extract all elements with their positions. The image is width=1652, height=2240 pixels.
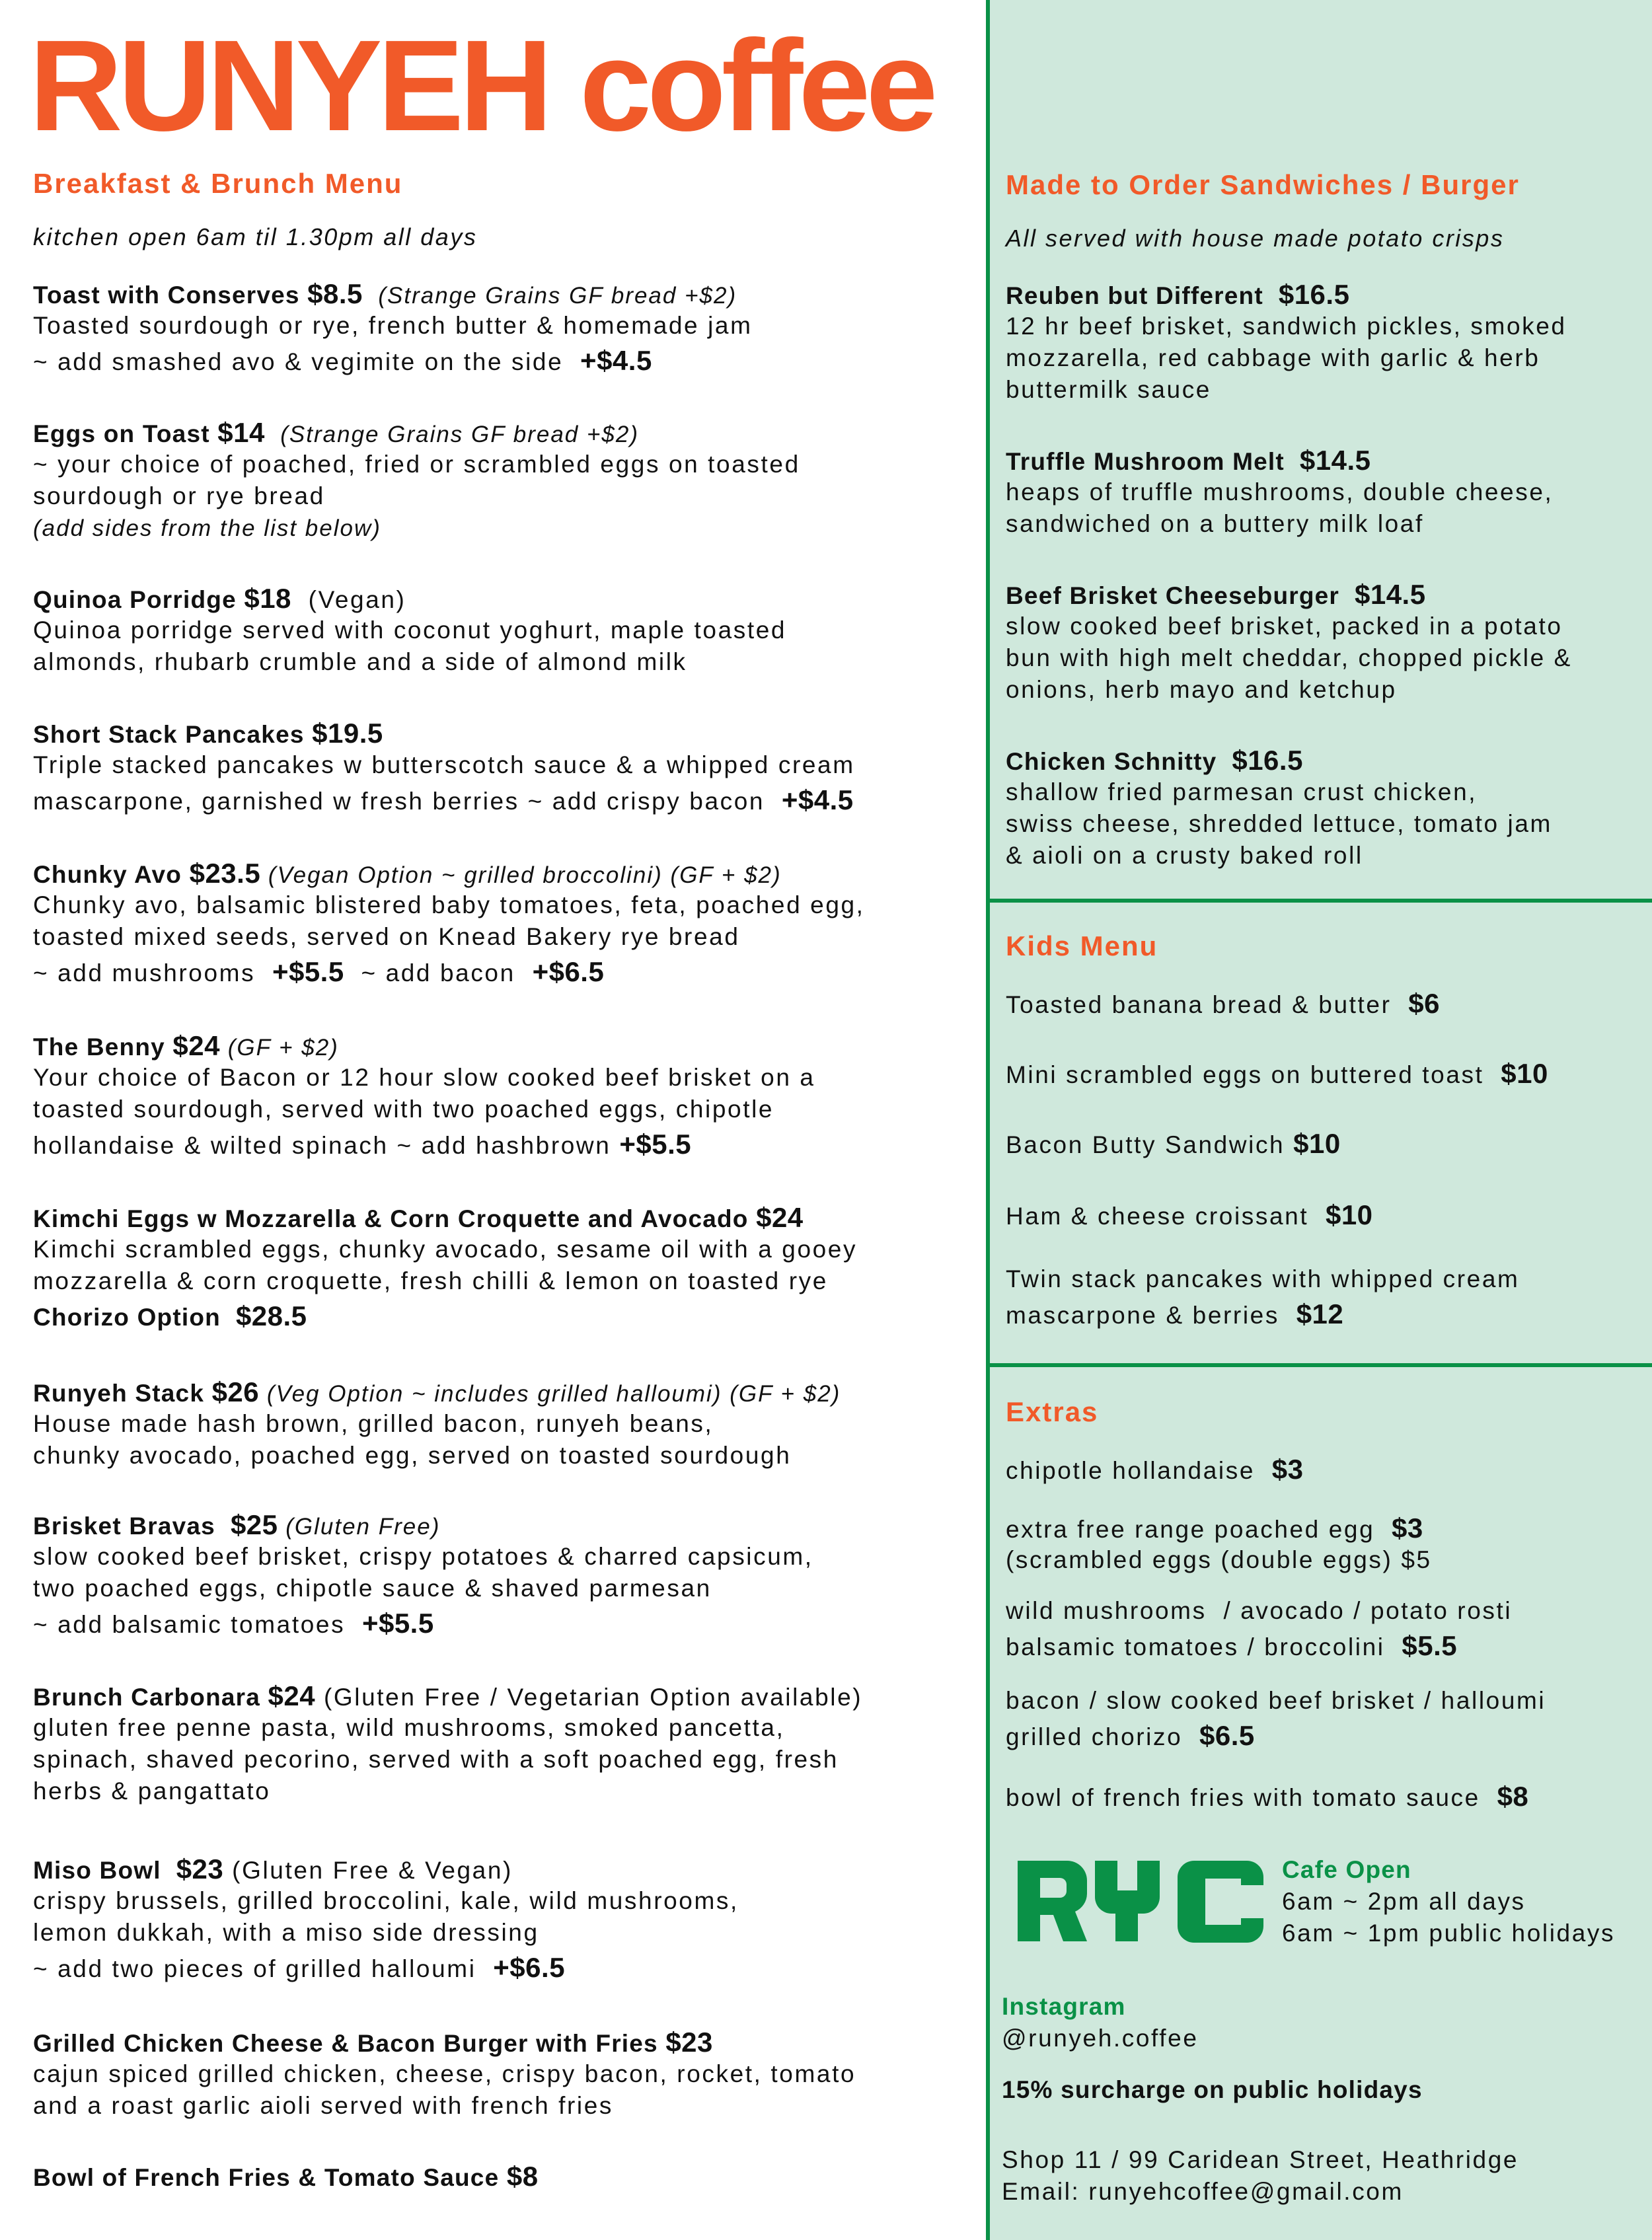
price: $28.5 — [235, 1300, 307, 1331]
item-line — [33, 1125, 815, 1162]
sandwiches-item — [1006, 279, 1567, 406]
price: $8 — [1497, 1781, 1529, 1812]
item-note: (Strange Grains GF bread +$2) — [362, 283, 737, 309]
breakfast-item — [33, 2027, 856, 2122]
item-name: Brisket Bravas — [33, 1512, 231, 1540]
item-title-line — [33, 1680, 862, 1712]
item-text: spinach, shaved pecorino, served with a soft poached egg, fresh — [33, 1746, 839, 1773]
item-text: cajun spiced grilled chicken, cheese, crispy bacon, rocket, tomato — [33, 2060, 856, 2087]
item-text: ~ add mushrooms — [33, 959, 272, 987]
item-text: buttermilk sauce — [1006, 376, 1211, 403]
item-title-line — [1002, 1991, 1199, 2023]
breakfast-item — [33, 1202, 857, 1334]
sandwiches-item — [1006, 445, 1553, 540]
price: $16.5 — [1232, 745, 1303, 776]
item-text: 6am ~ 2pm all days — [1282, 1888, 1526, 1915]
kids-item — [1006, 988, 1440, 1020]
breakfast-item — [33, 718, 855, 818]
item-text: toasted sourdough, served with two poached eggs, chipotle — [33, 1096, 774, 1123]
item-name: Chunky Avo — [33, 861, 190, 888]
breakfast-item — [33, 858, 865, 990]
item-line — [33, 1265, 857, 1297]
item-line — [33, 1234, 857, 1265]
price: $3 — [1271, 1454, 1304, 1485]
item-text: almonds, rhubarb crumble and a side of almond milk — [33, 648, 687, 675]
price: $24 — [268, 1680, 316, 1711]
item-title-line — [1006, 579, 1572, 611]
item-line — [33, 1573, 813, 1604]
item-line — [33, 1062, 815, 1094]
item-name: Eggs on Toast — [33, 420, 218, 447]
price: +$5.5 — [361, 1608, 434, 1639]
price: +$4.5 — [580, 345, 652, 376]
item-line — [33, 889, 865, 921]
item-line — [33, 1917, 739, 1949]
item-line — [33, 1885, 739, 1917]
item-text: (Vegan) — [291, 586, 406, 613]
item-text: crispy brussels, grilled broccolini, kale, wild mushrooms, — [33, 1887, 739, 1914]
item-text: ~ add smashed avo & vegimite on the side — [33, 348, 581, 375]
item-line — [33, 1297, 857, 1334]
extras-item — [1006, 1512, 1432, 1576]
item-name: Toast with Conserves — [33, 281, 308, 309]
breakfast-item — [33, 1509, 813, 1641]
item-name: Brunch Carbonara — [33, 1684, 268, 1711]
price: $14.5 — [1299, 445, 1371, 476]
item-text: two poached eggs, chipotle sauce & shaved parmesan — [33, 1575, 712, 1602]
item-title-line — [1006, 1128, 1341, 1160]
sandwiches-item — [1006, 579, 1572, 706]
item-line — [1006, 840, 1552, 872]
item-title-line — [33, 2161, 539, 2192]
item-text: sandwiched on a buttery milk loaf — [1006, 510, 1424, 537]
item-line — [1006, 674, 1572, 706]
item-line — [33, 2090, 856, 2122]
sandwiches-subtitle: All served with house made potato crisps — [1006, 225, 1505, 252]
divider — [986, 899, 1652, 903]
item-note: (GF + $2) — [220, 1035, 339, 1061]
item-text: grilled chorizo — [1006, 1723, 1200, 1750]
breakfast-item — [33, 278, 753, 379]
info-item — [1002, 2074, 1423, 2106]
price: $24 — [756, 1202, 804, 1233]
item-line — [1282, 1918, 1615, 1949]
item-line — [1002, 2176, 1519, 2208]
price: $19.5 — [312, 718, 383, 749]
item-text: mozzarella & corn croquette, fresh chilli & lemon on toasted rye — [33, 1267, 828, 1294]
item-text: ~ your choice of poached, fried or scrambled eggs on toasted — [33, 451, 800, 478]
item-note: (add sides from the list below) — [33, 515, 381, 541]
brand-title: RUNYEH coffee — [29, 13, 934, 158]
item-name: Kimchi Eggs w Mozzarella & Corn Croquette and Avocado — [33, 1205, 757, 1232]
breakfast-item — [33, 1376, 841, 1472]
item-title-line — [1282, 1854, 1615, 1886]
item-text: (scrambled eggs (double eggs) $5 — [1006, 1546, 1432, 1573]
breakfast-item — [33, 2161, 539, 2192]
item-text: (Gluten Free / Vegetarian Option available) — [315, 1684, 863, 1711]
item-text: @runyeh.coffee — [1002, 2025, 1199, 2052]
item-title-line — [33, 278, 753, 310]
item-title-line — [1006, 1685, 1546, 1717]
item-line — [33, 480, 800, 512]
item-text: Quinoa porridge served with coconut yoghurt, maple toasted — [33, 616, 787, 644]
item-title-line — [1006, 1781, 1528, 1812]
item-line — [1006, 611, 1572, 642]
kids-item — [1006, 1058, 1548, 1090]
price: +$5.5 — [272, 956, 344, 987]
item-text: (Gluten Free & Vegan) — [223, 1857, 513, 1884]
item-text: bacon / slow cooked beef brisket / halloumi — [1006, 1687, 1546, 1714]
item-text: Bacon Butty Sandwich — [1006, 1131, 1294, 1158]
item-text: onions, herb mayo and ketchup — [1006, 676, 1397, 703]
item-title-line — [33, 718, 855, 749]
item-name: 15% surcharge on public holidays — [1002, 2076, 1423, 2103]
item-title-line — [1006, 1512, 1432, 1544]
item-line — [33, 1712, 862, 1744]
item-line — [1006, 642, 1572, 674]
item-line — [33, 512, 800, 544]
item-title-line — [33, 2027, 856, 2058]
item-line — [33, 1744, 862, 1775]
item-title-line — [1002, 2074, 1423, 2106]
item-title-line — [1006, 988, 1440, 1020]
item-line — [33, 310, 753, 342]
price: $23.5 — [189, 858, 261, 889]
item-text: mozzarella, red cabbage with garlic & herb — [1006, 344, 1540, 371]
sandwiches-item — [1006, 745, 1552, 872]
item-title-line — [33, 1509, 813, 1541]
price: +$6.5 — [532, 956, 605, 987]
item-text: slow cooked beef brisket, crispy potatoes & charred capsicum, — [33, 1543, 813, 1570]
price: $10 — [1293, 1128, 1341, 1159]
item-text: Shop 11 / 99 Caridean Street, Heathridge — [1002, 2146, 1519, 2173]
item-title-line — [1002, 2144, 1519, 2176]
item-text: Kimchi scrambled eggs, chunky avocado, sesame oil with a gooey — [33, 1236, 858, 1263]
item-note: (Veg Option ~ includes grilled halloumi) (GF + $2) — [259, 1381, 841, 1407]
price: $18 — [244, 583, 291, 614]
item-text: ~ add bacon — [344, 959, 533, 987]
item-text: heaps of truffle mushrooms, double cheese, — [1006, 478, 1554, 505]
divider — [986, 1363, 1652, 1367]
item-line — [33, 1440, 841, 1472]
item-text: wild mushrooms / avocado / potato rosti — [1006, 1597, 1513, 1624]
ryc-logo — [1012, 1854, 1270, 1949]
price: +$5.5 — [619, 1129, 692, 1160]
price: $26 — [211, 1376, 260, 1407]
price: $8 — [506, 2161, 539, 2192]
item-line — [33, 749, 855, 781]
item-text: Mini scrambled eggs on buttered toast — [1006, 1061, 1501, 1088]
kids-item — [1006, 1263, 1519, 1332]
item-name: Reuben but Different — [1006, 282, 1279, 309]
item-text: hollandaise & wilted spinach ~ add hashbrown — [33, 1132, 620, 1159]
item-text: Toasted sourdough or rye, french butter & homemade jam — [33, 312, 753, 339]
item-line — [1002, 2023, 1199, 2054]
price: $25 — [230, 1509, 278, 1540]
item-line — [33, 1949, 739, 1986]
item-text: chunky avocado, poached egg, served on toasted sourdough — [33, 1442, 792, 1469]
info-label: Instagram — [1002, 1993, 1126, 2020]
item-line — [33, 921, 865, 953]
item-title-line — [1006, 279, 1567, 311]
item-text: gluten free penne pasta, wild mushrooms, smoked pancetta, — [33, 1714, 785, 1741]
item-title-line — [1006, 1199, 1373, 1231]
item-line — [1006, 342, 1567, 374]
price: $10 — [1501, 1058, 1548, 1089]
breakfast-subtitle: kitchen open 6am til 1.30pm all days — [33, 223, 478, 250]
item-line — [1006, 1627, 1512, 1664]
price: $8.5 — [307, 278, 363, 309]
item-text: chipotle hollandaise — [1006, 1457, 1272, 1484]
item-line — [33, 342, 753, 379]
item-text: bun with high melt cheddar, chopped pickle & — [1006, 644, 1572, 671]
item-name: Chorizo Option — [33, 1304, 236, 1331]
item-name: Truffle Mushroom Melt — [1006, 448, 1300, 475]
item-title-line — [1006, 745, 1552, 776]
item-title-line — [33, 1030, 815, 1062]
extras-item — [1006, 1454, 1304, 1485]
item-text: Triple stacked pancakes w butterscotch sauce & a whipped cream — [33, 751, 855, 778]
item-line — [1006, 776, 1552, 808]
extras-item — [1006, 1685, 1546, 1754]
item-text: Toasted banana bread & butter — [1006, 991, 1409, 1018]
price: $23 — [665, 2027, 713, 2058]
price: $24 — [172, 1030, 220, 1061]
price: $16.5 — [1278, 279, 1350, 310]
item-text: Twin stack pancakes with whipped cream — [1006, 1265, 1520, 1292]
item-title-line — [33, 1853, 739, 1885]
item-text: shallow fried parmesan crust chicken, — [1006, 778, 1478, 805]
item-line — [1006, 808, 1552, 840]
item-title-line — [33, 1376, 841, 1408]
item-line — [33, 615, 786, 646]
item-line — [1006, 311, 1567, 342]
item-title-line — [1006, 1058, 1548, 1090]
info-item — [1002, 1991, 1199, 2054]
item-line — [1006, 476, 1553, 508]
item-text: extra free range poached egg — [1006, 1516, 1392, 1543]
breakfast-heading: Breakfast & Brunch Menu — [33, 168, 403, 199]
item-text: mascarpone, garnished w fresh berries ~ add crispy bacon — [33, 788, 782, 815]
item-text: ~ add two pieces of grilled halloumi — [33, 1955, 494, 1982]
item-name: Miso Bowl — [33, 1857, 176, 1884]
price: $3 — [1392, 1512, 1423, 1544]
price: $6 — [1408, 988, 1440, 1019]
item-text: sourdough or rye bread — [33, 482, 325, 509]
item-line — [1006, 1717, 1546, 1754]
item-note: (Gluten Free) — [278, 1514, 441, 1540]
item-text: mascarpone & berries — [1006, 1302, 1296, 1329]
item-name: Bowl of French Fries & Tomato Sauce — [33, 2164, 507, 2191]
item-text: slow cooked beef brisket, packed in a potato — [1006, 613, 1563, 640]
item-text: & aioli on a crusty baked roll — [1006, 842, 1363, 869]
price: $14 — [217, 417, 265, 448]
item-note: (Strange Grains GF bread +$2) — [264, 422, 639, 447]
item-line — [33, 2058, 856, 2090]
item-line — [33, 1094, 815, 1125]
item-line — [33, 449, 800, 480]
item-line — [33, 1541, 813, 1573]
item-line — [33, 781, 855, 818]
item-name: The Benny — [33, 1033, 173, 1061]
item-line — [1006, 508, 1553, 540]
item-line — [33, 1775, 862, 1807]
item-name: Chicken Schnitty — [1006, 748, 1232, 775]
item-text: toasted mixed seeds, served on Knead Bakery rye bread — [33, 923, 740, 950]
item-text: Your choice of Bacon or 12 hour slow cooked beef brisket on a — [33, 1064, 815, 1091]
item-title-line — [33, 417, 800, 449]
item-line — [1282, 1886, 1615, 1918]
item-title-line — [1006, 1595, 1512, 1627]
item-name: Quinoa Porridge — [33, 586, 244, 613]
item-text: House made hash brown, grilled bacon, runyeh beans, — [33, 1410, 714, 1437]
item-text: herbs & pangattato — [33, 1777, 271, 1805]
breakfast-item — [33, 417, 800, 544]
info-item — [1282, 1854, 1615, 1949]
item-note: (Vegan Option ~ grilled broccolini) (GF + $2) — [260, 862, 782, 888]
item-line — [1006, 1295, 1519, 1332]
extras-item — [1006, 1595, 1512, 1664]
price: $23 — [176, 1853, 224, 1885]
price: $12 — [1296, 1298, 1344, 1329]
extras-heading: Extras — [1006, 1396, 1099, 1427]
item-text: balsamic tomatoes / broccolini — [1006, 1633, 1402, 1661]
item-text: ~ add balsamic tomatoes — [33, 1611, 362, 1638]
breakfast-item — [33, 1680, 862, 1807]
item-line — [1006, 374, 1567, 406]
item-line — [33, 1604, 813, 1641]
info-item — [1002, 2144, 1519, 2208]
price: +$4.5 — [781, 784, 854, 815]
item-name: Runyeh Stack — [33, 1380, 212, 1407]
item-line — [33, 646, 786, 678]
item-text: and a roast garlic aioli served with french fries — [33, 2092, 614, 2119]
item-title-line — [33, 858, 865, 889]
item-name: Short Stack Pancakes — [33, 721, 313, 748]
sandwiches-heading: Made to Order Sandwiches / Burger — [1006, 169, 1520, 200]
price: $5.5 — [1402, 1630, 1458, 1661]
item-text: lemon dukkah, with a miso side dressing — [33, 1919, 539, 1946]
breakfast-item — [33, 1030, 815, 1162]
item-line — [1006, 1544, 1432, 1576]
item-title-line — [1006, 1263, 1519, 1295]
price: $6.5 — [1199, 1720, 1255, 1751]
item-text: bowl of french fries with tomato sauce — [1006, 1784, 1497, 1811]
item-text: Ham & cheese croissant — [1006, 1203, 1326, 1230]
item-text: swiss cheese, shredded lettuce, tomato jam — [1006, 810, 1552, 837]
item-text: 12 hr beef brisket, sandwich pickles, smoked — [1006, 313, 1567, 340]
item-title-line — [33, 583, 786, 615]
item-title-line — [1006, 1454, 1304, 1485]
item-line — [33, 1408, 841, 1440]
price: +$6.5 — [493, 1952, 566, 1983]
price: $14.5 — [1354, 579, 1426, 610]
kids-item — [1006, 1128, 1341, 1160]
info-label: Cafe Open — [1282, 1856, 1411, 1883]
kids-item — [1006, 1199, 1373, 1231]
kids-heading: Kids Menu — [1006, 930, 1158, 961]
breakfast-item — [33, 1853, 739, 1986]
item-line — [33, 953, 865, 990]
item-text: 6am ~ 1pm public holidays — [1282, 1920, 1616, 1947]
item-title-line — [33, 1202, 857, 1234]
item-name: Grilled Chicken Cheese & Bacon Burger with Fries — [33, 2030, 666, 2057]
item-text: Email: runyehcoffee@gmail.com — [1002, 2178, 1404, 2205]
extras-item — [1006, 1781, 1528, 1812]
item-name: Beef Brisket Cheeseburger — [1006, 582, 1355, 609]
price: $10 — [1325, 1199, 1373, 1230]
breakfast-item — [33, 583, 786, 678]
item-text: Chunky avo, balsamic blistered baby tomatoes, feta, poached egg, — [33, 891, 865, 918]
item-title-line — [1006, 445, 1553, 476]
